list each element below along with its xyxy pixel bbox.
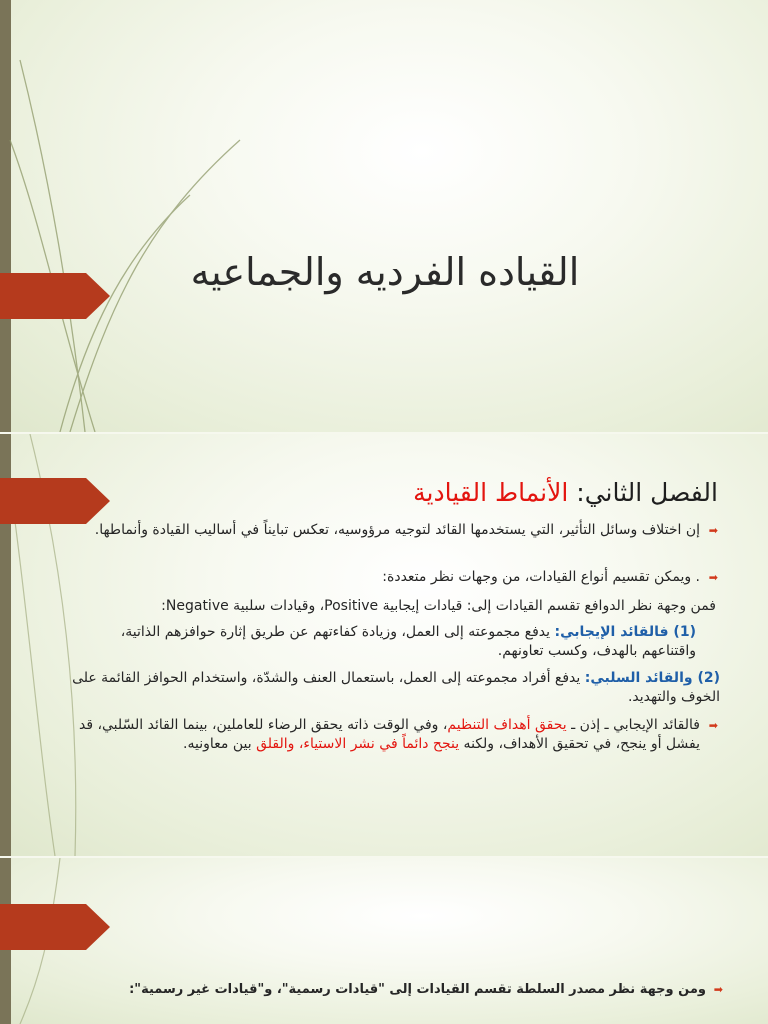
negative-leader-label: (2) والقائد السلبي:	[584, 670, 720, 686]
chapter-highlight: الأنماط القيادية	[413, 478, 569, 507]
authority-slide	[0, 858, 768, 1024]
bullet-influence-styles: إن اختلاف وسائل التأثير، التي يستخدمها القائد لتوجيه مرؤوسيه، تعكس تبايناً في أساليب القيادة وأنماطها.	[94, 522, 700, 538]
conclusion-part-3: بين معاونيه.	[183, 736, 257, 752]
slide-title: القياده الفرديه والجماعيه	[190, 250, 580, 294]
positive-leader-label: (1) فالقائد الإيجابي:	[554, 624, 696, 640]
bullet-arrow-icon: ➡	[708, 719, 718, 732]
motives-line: فمن وجهة نظر الدوافع تقسم القيادات إلى: قيادات إيجابية Positive، وقيادات سلبية Negative:	[161, 598, 716, 614]
decorative-curves	[0, 0, 768, 432]
bullet-classification: . ويمكن تقسيم أنواع القيادات، من وجهات نظر متعددة:	[382, 569, 700, 585]
conclusion-part-2: ، وفي الوقت ذاته يحقق الرضاء للعاملين، بينما القائد السّلبي، قد يفشل أو ينجح، في تحقيق الأهداف، ولكنه	[78, 717, 700, 752]
conclusion-part-1: فالقائد الإيجابي ـ إذن ـ	[566, 717, 700, 733]
positive-leader-paragraph	[76, 623, 696, 661]
positive-leader-text: يدفع مجموعته إلى العمل، وزيادة كفاءتهم عن طريق إثارة حوافزهم الذاتية، واقتناعهم بالهدف، وكسب تعاونهم.	[120, 624, 696, 659]
authority-bullet: ومن وجهة نظر مصدر السلطة تقسم القيادات إلى "قيادات رسمية"، و"قيادات غير رسمية":	[129, 982, 706, 997]
bullet-conclusion	[70, 716, 700, 754]
conclusion-highlight-goals: يحقق أهداف التنظيم	[447, 717, 567, 733]
bullet-arrow-icon: ➡	[708, 571, 718, 584]
title-slide	[0, 0, 768, 432]
decorative-curves	[0, 858, 768, 1024]
negative-leader-text: يدفع أفراد مجموعته إلى العمل، باستعمال العنف والشدّة، واستخدام الحوافز القائمة على الخوف والتهديد.	[72, 670, 720, 705]
chapter-heading	[413, 478, 718, 507]
conclusion-highlight-anxiety: ينجح دائماً في نشر الاستياء، والقلق	[256, 736, 460, 752]
chapter-label: الفصل الثاني:	[568, 478, 718, 507]
bullet-arrow-icon: ➡	[708, 524, 718, 537]
negative-leader-paragraph	[70, 669, 720, 707]
bullet-arrow-icon: ➡	[713, 983, 723, 996]
